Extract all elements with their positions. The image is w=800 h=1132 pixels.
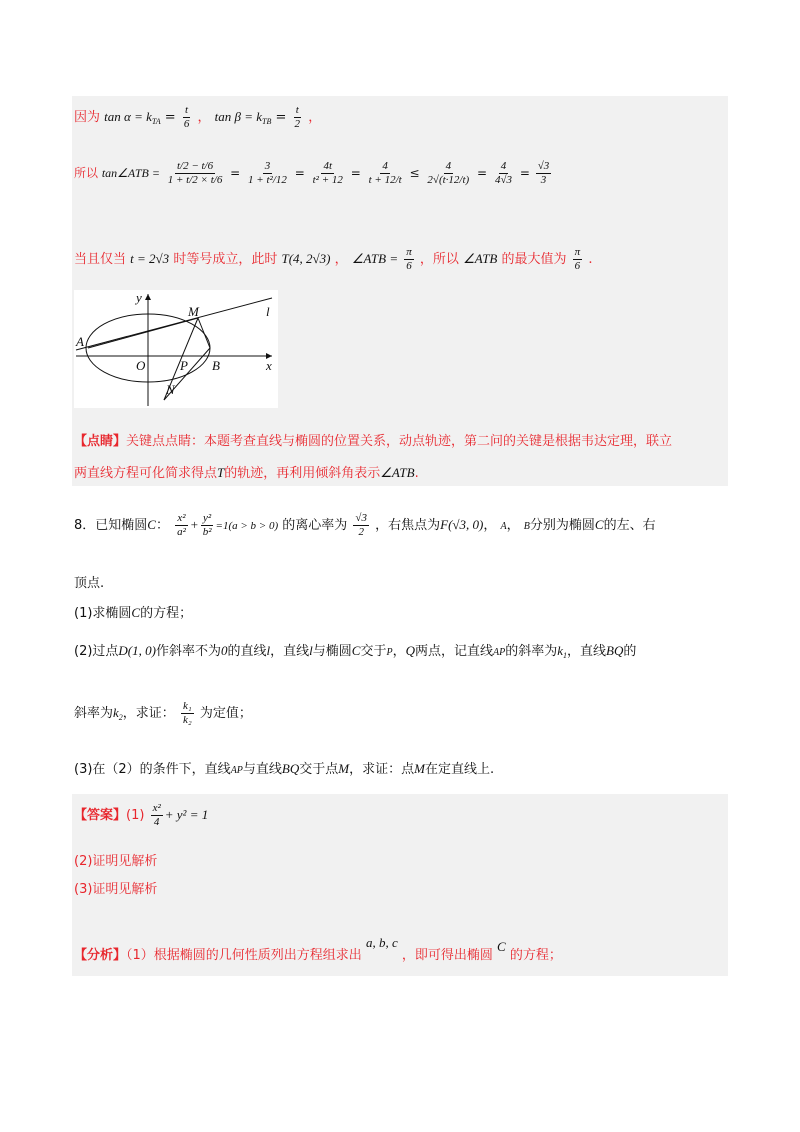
equals: =	[519, 166, 530, 180]
text: (3)在（2）的条件下，直线	[74, 762, 231, 777]
formula: AP	[230, 765, 243, 776]
text: 的方程；	[509, 948, 562, 963]
text: ，所以	[419, 252, 459, 267]
text: ：	[155, 518, 169, 533]
plus: +	[189, 517, 199, 532]
text: 的斜率为	[505, 644, 558, 659]
subscript: 2	[118, 713, 123, 722]
subscript: TA	[151, 117, 161, 126]
formula: tan∠ATB =	[101, 166, 160, 180]
fraction: $\frac{4t}{\text{t² + 12}}$	[312, 160, 343, 186]
text: 的轨迹，再利用倾斜角表示	[224, 466, 381, 481]
formula: A	[500, 521, 507, 532]
text: ，求证：	[122, 706, 175, 721]
text: 当且仅当	[74, 252, 127, 267]
text: ，即可得出椭圆	[401, 948, 493, 963]
formula: l	[309, 643, 313, 658]
text: 因为	[74, 110, 101, 125]
text: ，	[392, 644, 406, 659]
label-y: y	[136, 290, 142, 305]
formula: a, b, c	[365, 935, 398, 950]
answer-line-2	[74, 850, 157, 869]
label-O: O	[136, 358, 146, 373]
formula: AP	[493, 647, 506, 658]
answer-tag: 【答案】	[74, 808, 127, 823]
label-l: l	[266, 304, 270, 319]
formula: k	[557, 643, 564, 658]
fraction: $\frac{\text{k₁}}{\text{k₂}}$	[182, 700, 192, 726]
label-M: M	[188, 304, 199, 319]
text: （1）根据椭圆的几何性质列出方程组求出	[126, 948, 362, 963]
formula: P	[386, 647, 393, 658]
formula: F(√3, 0)	[440, 517, 484, 532]
formula: C	[497, 939, 506, 954]
answer-line-3	[74, 878, 157, 897]
formula: C	[131, 605, 141, 620]
formula: tan α = k	[104, 109, 152, 124]
text: (2)过点	[74, 644, 119, 659]
analysis-line	[74, 935, 562, 963]
text: ，直线	[270, 644, 310, 659]
text: 时等号成立，此时	[173, 252, 278, 267]
formula: ∠ATB	[463, 251, 498, 266]
text: ，	[506, 518, 520, 533]
less-equal: ≤	[409, 166, 420, 180]
equals: =	[164, 110, 176, 125]
text: ，直线	[567, 644, 607, 659]
text: 交于点	[299, 762, 339, 777]
formula: k	[113, 705, 119, 720]
solution-line-1	[74, 104, 321, 131]
fraction: $\frac{3}{\text{1 + t²/12}}$	[248, 160, 287, 186]
formula: C	[594, 517, 604, 532]
formula: B	[523, 521, 530, 532]
fraction: $\frac{\text{x²}}{\text{a²}}$	[177, 512, 186, 538]
formula: BQ	[281, 761, 300, 776]
text: 的方程；	[140, 606, 193, 621]
text: 8．已知椭圆	[74, 518, 148, 533]
formula: M	[414, 761, 425, 776]
formula: Q	[405, 643, 415, 658]
equals: =	[275, 110, 287, 125]
formula: BQ	[606, 643, 624, 658]
fraction: $\frac{4}{t + 12/t}$	[368, 160, 402, 186]
question-8-part-3	[74, 758, 494, 777]
text: 两直线方程可化简求得点	[74, 466, 218, 481]
formula: ∠ATB =	[351, 251, 399, 266]
question-8-part-2-line-1	[74, 640, 636, 660]
fraction: $\frac{4}{2√(t\cdot 12/t)}$	[427, 160, 470, 186]
text: 与椭圆	[312, 644, 352, 659]
text: 的左、右	[603, 518, 656, 533]
text: 与直线	[242, 762, 282, 777]
equals: =	[294, 166, 305, 180]
fraction: $\frac{\text{y²}}{\text{b²}}$	[202, 512, 212, 538]
question-8-part-1	[74, 602, 192, 621]
label-N: N	[166, 382, 175, 397]
note-line-1	[74, 430, 672, 449]
note-line-2	[74, 462, 419, 481]
text: 的最大值为	[501, 252, 567, 267]
fraction: $\frac{\pi}{6}$	[574, 246, 581, 272]
formula: C	[351, 643, 361, 658]
ellipse-figure	[74, 290, 278, 408]
text: 顶点.	[74, 576, 105, 591]
formula: C	[147, 517, 156, 532]
formula: ∠ATB	[380, 465, 415, 480]
text: 两点，记直线	[414, 644, 493, 659]
text: 的	[623, 644, 637, 659]
text: (3)证明见解析	[74, 882, 158, 897]
text: 为定值；	[199, 706, 252, 721]
text: 斜率为	[74, 706, 114, 721]
text: ，	[308, 110, 322, 125]
text: 分别为椭圆	[529, 518, 595, 533]
formula: t = 2√3	[130, 251, 170, 266]
text: (2)证明见解析	[74, 854, 158, 869]
formula: D(1, 0)	[118, 643, 156, 658]
formula: T	[217, 465, 225, 480]
question-8-line-2	[74, 572, 104, 591]
text: 所以	[74, 166, 99, 180]
note-text: 关键点点睛：本题考查直线与椭圆的位置关系，动点轨迹，第二问的关键是根据韦达定理，联立	[126, 434, 673, 449]
question-8-line-1	[74, 512, 656, 539]
fraction: $\frac{√3}{3}$	[537, 160, 550, 186]
fraction: $\frac{4}{4√3}$	[494, 160, 512, 186]
formula: M	[338, 761, 350, 776]
formula: l	[266, 643, 271, 658]
formula: + y² = 1	[164, 807, 209, 822]
text: (1)	[126, 808, 145, 823]
fraction: $\frac{t}{2}$	[294, 104, 301, 130]
label-A: A	[76, 334, 84, 349]
label-x: x	[266, 358, 272, 373]
text: 的直线	[227, 644, 267, 659]
text: ，	[197, 110, 211, 125]
text: 的离心率为	[282, 518, 348, 533]
formula: T(4, 2√3)	[281, 251, 331, 266]
text: 在定直线上.	[424, 762, 495, 777]
solution-line-3	[74, 246, 592, 273]
subscript: 1	[563, 651, 568, 660]
equals: =	[477, 166, 488, 180]
analysis-tag: 【分析】	[74, 948, 127, 963]
label-B: B	[212, 358, 220, 373]
text: ，	[334, 252, 348, 267]
fraction: $\frac{\pi}{6}$	[406, 246, 412, 272]
text: 交于	[360, 644, 387, 659]
question-8-part-2-line-2	[74, 700, 252, 727]
formula: =1(a > b > 0)	[215, 520, 279, 532]
note-tag: 【点睛】	[74, 434, 127, 449]
text: .	[588, 252, 593, 267]
text: ，求证：点	[349, 762, 415, 777]
label-P: P	[180, 358, 188, 373]
solution-line-2	[74, 160, 553, 187]
text: .	[414, 466, 419, 481]
text: ，	[483, 518, 497, 533]
equals: =	[230, 166, 241, 180]
formula: tan β = k	[214, 109, 263, 124]
fraction: $\frac{√3}{2}$	[355, 512, 367, 538]
text: ，右焦点为	[375, 518, 441, 533]
text: 作斜率不为	[155, 644, 221, 659]
fraction: $\frac{t/2 - t/6}{1 + t/2 \times t/6}$	[167, 160, 223, 186]
fraction: $\frac{t}{6}$	[183, 104, 190, 130]
formula: 0	[220, 643, 228, 658]
fraction: $\frac{\text{x²}}{4}$	[152, 802, 161, 828]
text: (1)求椭圆	[74, 606, 132, 621]
equals: =	[350, 166, 361, 180]
answer-line-1	[74, 802, 208, 829]
subscript: TB	[262, 117, 272, 126]
